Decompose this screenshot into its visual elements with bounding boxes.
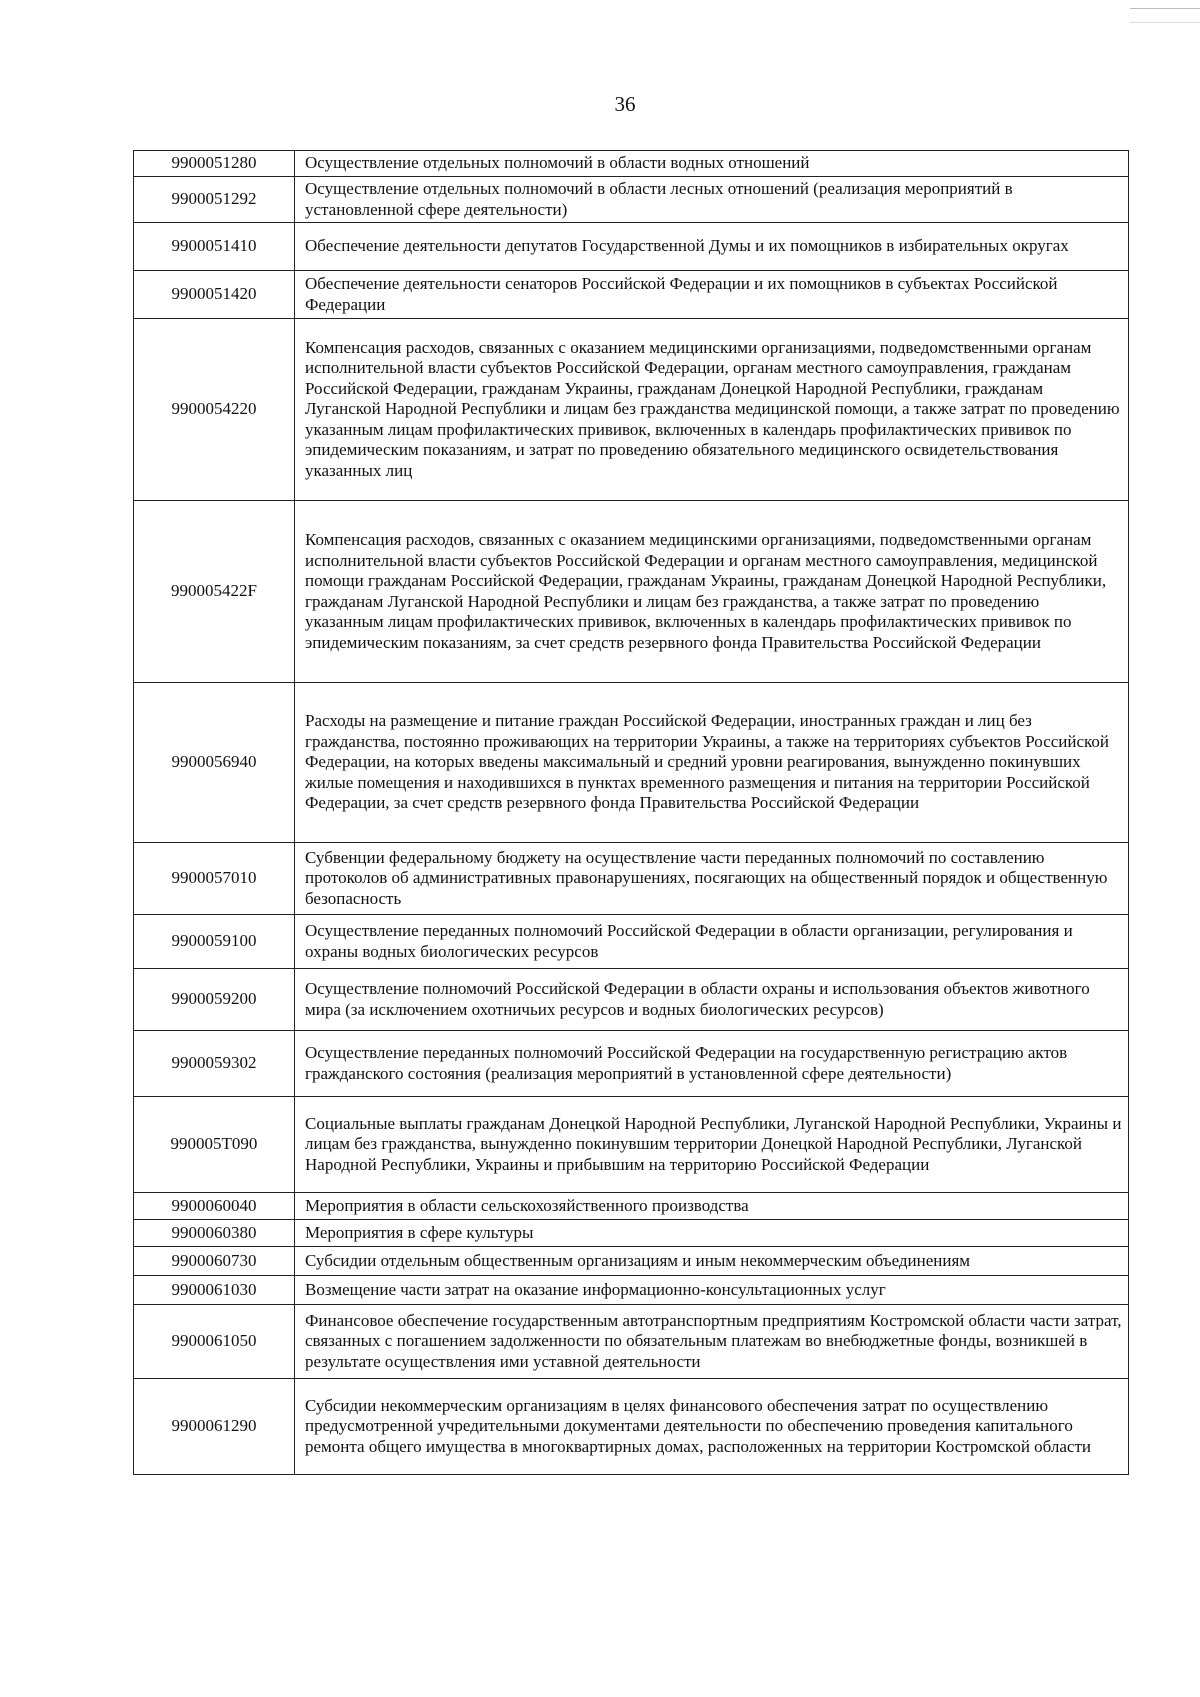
table-row: [134, 1247, 1129, 1276]
row-description: Мероприятия в сфере культуры: [295, 1220, 1129, 1247]
row-description: Мероприятия в области сельскохозяйственного производства: [295, 1193, 1129, 1220]
table-row: [134, 1276, 1129, 1305]
row-code: 9900057010: [134, 843, 295, 915]
table-row: [134, 1379, 1129, 1475]
row-code: 9900060730: [134, 1247, 295, 1276]
row-code: 9900060040: [134, 1193, 295, 1220]
table-row: [134, 271, 1129, 319]
row-code: 9900051410: [134, 223, 295, 271]
row-code: 9900061050: [134, 1305, 295, 1379]
row-description: Осуществление отдельных полномочий в области водных отношений: [295, 151, 1129, 177]
table-row: [134, 223, 1129, 271]
table-row: [134, 177, 1129, 223]
scan-edge-mark: [1130, 8, 1200, 9]
row-code: 9900056940: [134, 683, 295, 843]
table-row: [134, 1220, 1129, 1247]
table-row: [134, 843, 1129, 915]
row-code: 9900059200: [134, 969, 295, 1031]
table-row: [134, 683, 1129, 843]
row-description: Компенсация расходов, связанных с оказанием медицинскими организациями, подведомственными органам исполнительной власти субъектов Российской Федерации, органам местного самоуправления, гражданам Российской Федерации, гражданам Украины, гражданам Донецкой Народной Республики, гражданам Луганской Народной Республики и лицам без гражданства медицинской помощи, а также затрат по проведению указанным лицам профилактических прививок, включенных в календарь профилактических прививок по эпидемическим показаниям, и затрат по проведению обязательного медицинского освидетельствования указанных лиц: [295, 319, 1129, 501]
row-code: 9900054220: [134, 319, 295, 501]
row-description: Субсидии отдельным общественным организациям и иным некоммерческим объединениям: [295, 1247, 1129, 1276]
row-description: Расходы на размещение и питание граждан Российской Федерации, иностранных граждан и лиц без гражданства, постоянно проживающих на территории Украины, а также на территориях субъектов Российской Федерации, на которых введены максимальный и средний уровни реагирования, вынужденно покинувших жилые помещения и находившихся в пунктах временного размещения и питания на территории Российской Федерации, за счет средств резервного фонда Правительства Российской Федерации: [295, 683, 1129, 843]
table-row: [134, 319, 1129, 501]
row-code: 9900060380: [134, 1220, 295, 1247]
row-code: 9900059302: [134, 1031, 295, 1097]
row-code: 9900061290: [134, 1379, 295, 1475]
table-row: [134, 501, 1129, 683]
table-row: [134, 1193, 1129, 1220]
table-row: [134, 915, 1129, 969]
row-code: 990005422F: [134, 501, 295, 683]
row-description: Возмещение части затрат на оказание информационно-консультационных услуг: [295, 1276, 1129, 1305]
row-code: 9900051420: [134, 271, 295, 319]
scan-edge-mark: [1130, 22, 1200, 23]
table-row: [134, 1097, 1129, 1193]
row-description: Компенсация расходов, связанных с оказанием медицинскими организациями, подведомственными органам исполнительной власти субъектов Российской Федерации и органам местного самоуправления, медицинской помощи гражданам Российской Федерации, гражданам Украины, гражданам Донецкой Народной Республики, гражданам Луганской Народной Республики и лицам без гражданства, а также затрат по проведению указанным лицам профилактических прививок, включенных в календарь профилактических прививок по эпидемическим показаниям, за счет средств резервного фонда Правительства Российской Федерации: [295, 501, 1129, 683]
table-row: [134, 969, 1129, 1031]
row-description: Обеспечение деятельности сенаторов Российской Федерации и их помощников в субъектах Российской Федерации: [295, 271, 1129, 319]
row-code: 9900051280: [134, 151, 295, 177]
table-row: [134, 1031, 1129, 1097]
row-description: Субвенции федеральному бюджету на осуществление части переданных полномочий по составлению протоколов об административных правонарушениях, посягающих на общественный порядок и общественную безопасность: [295, 843, 1129, 915]
row-description: Осуществление переданных полномочий Российской Федерации в области организации, регулирования и охраны водных биологических ресурсов: [295, 915, 1129, 969]
row-description: Осуществление отдельных полномочий в области лесных отношений (реализация мероприятий в установленной сфере деятельности): [295, 177, 1129, 223]
row-description: Финансовое обеспечение государственным автотранспортным предприятиям Костромской области части затрат, связанных с погашением задолженности по обязательным платежам во внебюджетные фонды, возникшей в результате осуществления ими уставной деятельности: [295, 1305, 1129, 1379]
row-code: 9900059100: [134, 915, 295, 969]
row-description: Обеспечение деятельности депутатов Государственной Думы и их помощников в избирательных округах: [295, 223, 1129, 271]
row-code: 990005T090: [134, 1097, 295, 1193]
row-description: Осуществление переданных полномочий Российской Федерации на государственную регистрацию актов гражданского состояния (реализация мероприятий в установленной сфере деятельности): [295, 1031, 1129, 1097]
budget-codes-table: [133, 150, 1129, 1475]
row-description: Осуществление полномочий Российской Федерации в области охраны и использования объектов животного мира (за исключением охотничьих ресурсов и водных биологических ресурсов): [295, 969, 1129, 1031]
row-description: Социальные выплаты гражданам Донецкой Народной Республики, Луганской Народной Республики, Украины и лицам без гражданства, вынужденно покинувшим территории Донецкой Народной Республики, Луганской Народной Республики, Украины и прибывшим на территорию Российской Федерации: [295, 1097, 1129, 1193]
row-description: Субсидии некоммерческим организациям в целях финансового обеспечения затрат по осуществлению предусмотренной учредительными документами деятельности по обеспечению проведения капитального ремонта общего имущества в многоквартирных домах, расположенных на территории Костромской области: [295, 1379, 1129, 1475]
table-row: [134, 151, 1129, 177]
row-code: 9900051292: [134, 177, 295, 223]
table-row: [134, 1305, 1129, 1379]
row-code: 9900061030: [134, 1276, 295, 1305]
page-number: 36: [614, 92, 636, 116]
